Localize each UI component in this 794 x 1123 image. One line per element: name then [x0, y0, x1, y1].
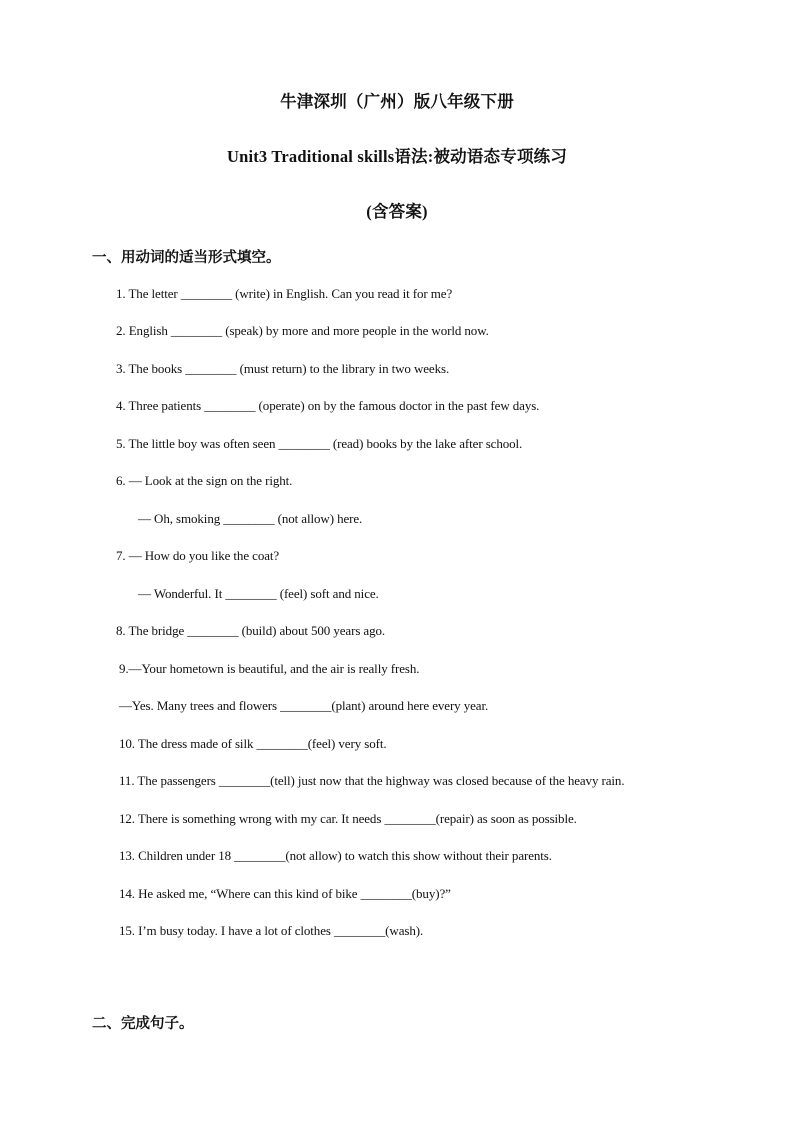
- question-item: 14. He asked me, “Where can this kind of bike ________(buy)?”: [119, 886, 451, 901]
- question-item: 5. The little boy was often seen ________ (read) books by the lake after school.: [116, 436, 523, 451]
- question-item: 6. — Look at the sign on the right.: [116, 473, 293, 488]
- question-item: 12. There is something wrong with my car. It needs ________(repair) as soon as possible.: [119, 811, 577, 826]
- question-item: 11. The passengers ________(tell) just now that the highway was closed because of the heavy rain.: [119, 773, 625, 788]
- question-item: 15. I’m busy today. I have a lot of clothes ________(wash).: [119, 923, 424, 938]
- document-title-answers-note: (含答案): [366, 202, 428, 221]
- question-item: 13. Children under 18 ________(not allow) to watch this show without their parents.: [119, 848, 552, 863]
- question-item: 9.—Your hometown is beautiful, and the air is really fresh.: [119, 661, 420, 676]
- question-item: 1. The letter ________ (write) in English. Can you read it for me?: [116, 286, 453, 301]
- document-title-series: 牛津深圳（广州）版八年级下册: [280, 92, 514, 111]
- question-item: 4. Three patients ________ (operate) on by the famous doctor in the past few days.: [116, 398, 540, 413]
- document-title-unit: Unit3 Traditional skills语法:被动语态专项练习: [226, 147, 568, 166]
- dialogue-reply: — Wonderful. It ________ (feel) soft and nice.: [138, 586, 379, 601]
- question-item: 3. The books ________ (must return) to the library in two weeks.: [116, 361, 450, 376]
- question-item: 7. — How do you like the coat?: [116, 548, 280, 563]
- question-item: 8. The bridge ________ (build) about 500 years ago.: [116, 623, 386, 638]
- dialogue-reply: —Yes. Many trees and flowers ________(plant) around here every year.: [119, 698, 489, 713]
- question-item: 10. The dress made of silk ________(feel) very soft.: [119, 736, 387, 751]
- section-heading-fill-in: 一、用动词的适当形式填空。: [92, 250, 281, 266]
- section-heading-complete-sentences: 二、完成句子。: [92, 1016, 194, 1032]
- question-item: 2. English ________ (speak) by more and more people in the world now.: [116, 323, 489, 338]
- dialogue-reply: — Oh, smoking ________ (not allow) here.: [138, 511, 363, 526]
